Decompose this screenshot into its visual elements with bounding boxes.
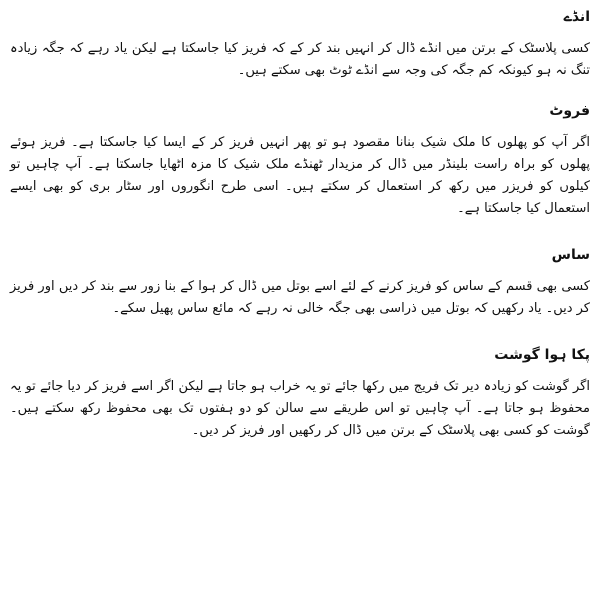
section-body-eggs: کسی پلاسٹک کے برتن میں انڈے ڈال کر انہیں بند کر کے کہ فریز کیا جاسکتا ہے لیکن یاد رہے کہ جگہ زیادہ تنگ نہ ہو کیونکہ کم جگہ کی وجہ سے انڈے ٹوٹ بھی سکتے ہیں۔ — [10, 41, 590, 78]
section-body-cooked-meat: اگر گوشت کو زیادہ دیر تک فریج میں رکھا جائے تو یہ خراب ہو جاتا ہے لیکن اگر اسے فریز کر دیا جائے تو یہ محفوظ ہو جاتا ہے۔ آپ چاہیں تو اس طریقے سے سالن کو دو ہفتوں تک بھی محفوظ رکھ سکتے ہیں۔ گوشت کو کسی بھی پلاسٹک کے برتن میں ڈال کر رکھیں اور فریز کر دیں۔ — [10, 379, 590, 438]
section-cooked-meat — [10, 344, 590, 442]
section-body-sauce: کسی بھی قسم کے ساس کو فریز کرنے کے لئے اسے بوتل میں ڈال کر ہوا کے بنا زور سے بند کر دیں اور فریز کر دیں۔ یاد رکھیں کہ بوتل میں ذراسی بھی جگہ خالی نہ رہے کہ مائع ساس پھیل سکے۔ — [10, 279, 590, 316]
section-eggs — [10, 6, 590, 82]
section-fruit — [10, 100, 590, 220]
section-body-fruit: اگر آپ کو پھلوں کا ملک شیک بنانا مقصود ہو تو پھر انہیں فریز کر کے ایسا کیا جاسکتا ہے۔ فریز ہوئے پھلوں کو براہ راست بلینڈر میں ڈال کر مزیدار ٹھنڈے ملک شیک کا مزہ اٹھایا جاسکتا ہے۔ آپ چاہیں تو کیلوں کو فریزر میں رکھ کر استعمال کر سکتے ہیں۔ اسی طرح انگوروں اور سٹار بری کو بھی ایسے استعمال کیا جاسکتا ہے۔ — [10, 135, 590, 216]
section-sauce — [10, 244, 590, 320]
section-heading-cooked-meat: پکا ہوا گوشت — [494, 347, 590, 363]
section-heading-sauce: ساس — [551, 247, 590, 263]
section-heading-fruit: فروٹ — [549, 103, 590, 119]
section-heading-eggs: انڈے — [563, 9, 590, 25]
